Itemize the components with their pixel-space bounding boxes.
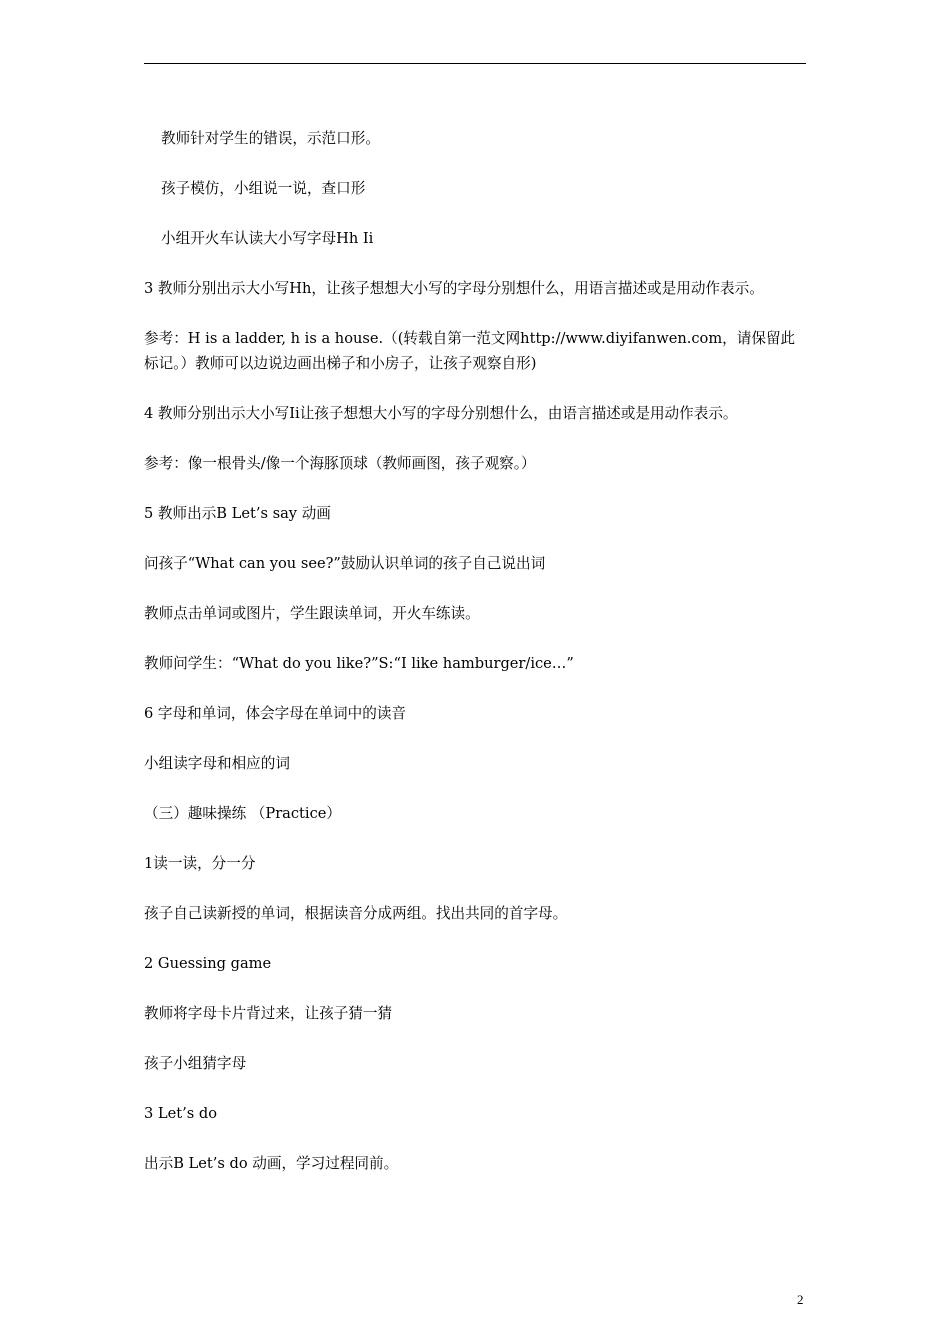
paragraph-teacher-demo-mouth-shape: 教师针对学生的错误，示范口形。 <box>161 130 380 147</box>
paragraph-group-read-letters: 小组读字母和相应的词 <box>144 755 290 772</box>
paragraph-step-3: 3 教师分别出示大小写Hh，让孩子想想大小写的字母分别想什么，用语言描述或是用动作表示。 <box>144 280 764 297</box>
paragraph-practice-1: 1读一读，分一分 <box>144 855 256 872</box>
paragraph-ask-what-see: 问孩子“What can you see?”鼓励认识单词的孩子自己说出词 <box>144 555 546 572</box>
document-body <box>144 126 808 1201</box>
paragraph-step-4: 4 教师分别出示大小写Ii让孩子想想大小写的字母分别想什么，由语言描述或是用动作表示。 <box>144 405 738 422</box>
paragraph-group-train-read: 小组开火车认读大小写字母Hh Ii <box>161 230 374 247</box>
header-rule <box>144 63 806 64</box>
section-heading-practice: （三）趣味操练 （Practice） <box>144 805 341 822</box>
paragraph-reference-i: 参考：像一根骨头/像一个海豚顶球（教师画图，孩子观察。） <box>144 455 536 472</box>
paragraph-step-6: 6 字母和单词，体会字母在单词中的读音 <box>144 705 407 722</box>
paragraph-practice-2: 2 Guessing game <box>144 955 272 972</box>
page-number: 2 <box>797 1292 804 1307</box>
paragraph-group-guess: 孩子小组猜字母 <box>144 1055 247 1072</box>
paragraph-read-sort: 孩子自己读新授的单词，根据读音分成两组。找出共同的首字母。 <box>144 905 568 922</box>
paragraph-lets-do-animation: 出示B Let’s do 动画，学习过程同前。 <box>144 1155 399 1172</box>
paragraph-ask-what-like: 教师问学生：“What do you like?”S:“I like hamburger/ice…” <box>144 655 574 672</box>
paragraph-children-imitate: 孩子模仿，小组说一说，查口形 <box>161 180 366 197</box>
paragraph-click-words: 教师点击单词或图片，学生跟读单词，开火车练读。 <box>144 605 480 622</box>
paragraph-reference-h: 参考：H is a ladder, h is a house.（(转载自第一范文网http://www.diyifanwen.com，请保留此标记。）教师可以边说边画出梯子和小房子，让孩子观察自形) <box>144 330 796 372</box>
paragraph-practice-3: 3 Let’s do <box>144 1105 218 1122</box>
paragraph-step-5: 5 教师出示B Let’s say 动画 <box>144 505 331 522</box>
paragraph-card-guess: 教师将字母卡片背过来，让孩子猜一猜 <box>144 1005 393 1022</box>
